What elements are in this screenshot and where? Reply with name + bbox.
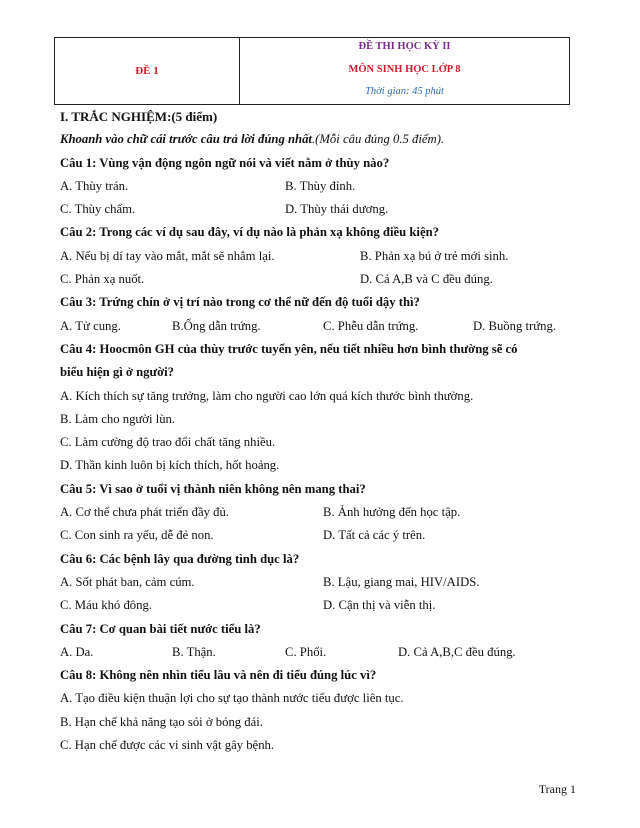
- option-1a: A. Thùy trán.: [60, 178, 129, 193]
- exam-subject: MÔN SINH HỌC LỚP 8: [348, 63, 461, 75]
- option-8b: B. Hạn chế khả năng tạo sỏi ở bóng đái.: [60, 714, 263, 729]
- exam-info-cell: [240, 38, 569, 104]
- question-1: Câu 1: Vùng vận động ngôn ngữ nói và viết nằm ở thùy nào?: [60, 155, 390, 170]
- option-row: [60, 198, 580, 221]
- option-row: [60, 641, 580, 664]
- option-3d: D. Buồng trứng.: [473, 318, 557, 333]
- exam-header-table: [54, 37, 570, 105]
- exam-time: Thời gian: 45 phút: [365, 86, 444, 97]
- option-row: [60, 524, 580, 547]
- question-7: Câu 7: Cơ quan bài tiết nước tiểu là?: [60, 621, 261, 636]
- option-1d: D. Thùy thái dương.: [285, 202, 389, 217]
- option-7d: D. Cả A,B,C đều đúng.: [398, 644, 516, 659]
- option-5d: D. Tất cả các ý trên.: [323, 528, 426, 543]
- option-4b: B. Làm cho người lùn.: [60, 411, 176, 426]
- option-6d: D. Cận thị và viễn thị.: [323, 598, 436, 613]
- option-6a: A. Sốt phát ban, cảm cúm.: [60, 574, 195, 589]
- question-5: Câu 5: Vì sao ở tuổi vị thành niên không nên mang thai?: [60, 481, 366, 496]
- instruction: [60, 128, 580, 151]
- option-row: [60, 594, 580, 617]
- question-4: Câu 4: Hoocmôn GH của thùy trước tuyến yên, nếu tiết nhiều hơn bình thường sẽ có: [60, 341, 518, 356]
- option-4a: A. Kích thích sự tăng trưởng, làm cho người cao lớn quá kích thước bình thường.: [60, 388, 474, 403]
- option-row: [60, 175, 580, 198]
- option-1c: C. Thùy chẩm.: [60, 202, 136, 217]
- option-4d: D. Thần kinh luôn bị kích thích, hốt hoảng.: [60, 458, 280, 473]
- option-1b: B. Thùy đỉnh.: [285, 178, 356, 193]
- exam-content: [60, 105, 580, 757]
- option-5a: A. Cơ thể chưa phát triển đầy đủ.: [60, 505, 229, 520]
- option-7a: A. Da.: [60, 644, 94, 659]
- option-8a: A. Tạo điều kiện thuận lợi cho sự tạo thành nước tiểu được liên tục.: [60, 691, 404, 706]
- option-5c: C. Con sinh ra yếu, dễ đẻ non.: [60, 528, 214, 543]
- exam-code: ĐỀ 1: [135, 65, 159, 77]
- instruction-bold: Khoanh vào chữ cái trước câu trả lời đúng nhất: [60, 132, 312, 147]
- option-2a: A. Nếu bị dí tay vào mắt, mắt sẽ nhắm lại.: [60, 248, 275, 263]
- question-3: Câu 3: Trứng chín ở vị trí nào trong cơ thể nữ đến độ tuổi dậy thì?: [60, 295, 420, 310]
- option-2c: C. Phản xạ nuốt.: [60, 272, 145, 287]
- question-4-cont: biểu hiện gì ở người?: [60, 365, 175, 380]
- option-4c: C. Làm cường độ trao đổi chất tăng nhiều.: [60, 435, 276, 450]
- section-title: I. TRẮC NGHIỆM:(5 điểm): [60, 109, 218, 124]
- option-8c: C. Hạn chế được các vi sinh vật gây bệnh.: [60, 738, 275, 753]
- option-2b: B. Phản xạ bú ở trẻ mới sinh.: [360, 248, 509, 263]
- question-2: Câu 2: Trong các ví dụ sau đây, ví dụ nào là phản xạ không điều kiện?: [60, 225, 439, 240]
- option-6b: B. Lậu, giang mai, HIV/AIDS.: [323, 574, 480, 589]
- option-row: [60, 571, 580, 594]
- option-3c: C. Phễu dẫn trứng.: [323, 318, 419, 333]
- option-3b: B.Ống dẫn trứng.: [172, 318, 261, 333]
- option-row: [60, 268, 580, 291]
- page-number: Trang 1: [538, 782, 576, 796]
- option-5b: B. Ảnh hưởng đến học tập.: [323, 505, 461, 520]
- option-2d: D. Cả A,B và C đều đúng.: [360, 272, 493, 287]
- option-3a: A. Tử cung.: [60, 318, 121, 333]
- option-7c: C. Phổi.: [285, 644, 327, 659]
- option-row: [60, 501, 580, 524]
- option-7b: B. Thận.: [172, 644, 216, 659]
- question-6: Câu 6: Các bệnh lây qua đường tình dục là?: [60, 551, 300, 566]
- option-row: [60, 315, 580, 338]
- exam-title: ĐỀ THI HỌC KỲ II: [358, 41, 451, 52]
- instruction-note: .(Mỗi câu đúng 0.5 điểm).: [311, 132, 445, 147]
- option-row: [60, 245, 580, 268]
- exam-code-cell: [55, 38, 240, 104]
- option-6c: C. Máu khó đông.: [60, 598, 152, 613]
- question-8: Câu 8: Không nên nhìn tiểu lâu và nên đi tiểu đúng lúc vì?: [60, 668, 377, 683]
